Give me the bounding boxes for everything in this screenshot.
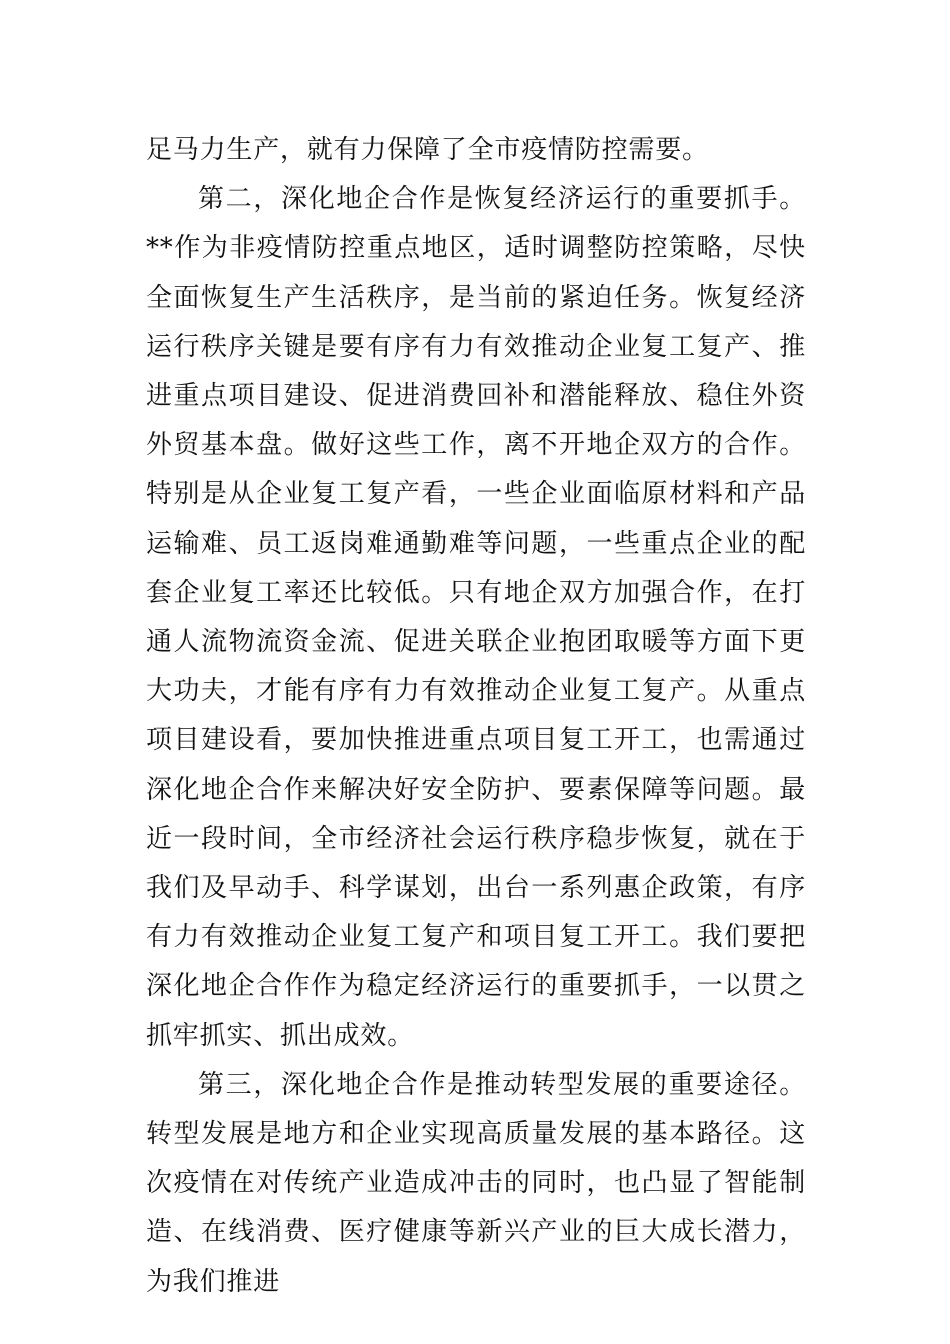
paragraph-second-point: 第二，深化地企合作是恢复经济运行的重要抓手。**作为非疫情防控重点地区，适时调整防控策略，尽快全面恢复生产生活秩序，是当前的紧迫任务。恢复经济运行秩序关键是要有序有力有效推动企业复工复产、推进重点项目建设、促进消费回补和潜能释放、稳住外资外贸基本盘。做好这些工作，离不开地企双方的合作。特别是从企业复工复产看，一些企业面临原材料和产品运输难、员工返岗难通勤难等问题，一些重点企业的配套企业复工率还比较低。只有地企双方加强合作，在打通人流物流资金流、促进关联企业抱团取暖等方面下更大功夫，才能有序有力有效推动企业复工复产。从重点项目建设看，要加快推进重点项目复工开工，也需通过深化地企合作来解决好安全防护、要素保障等问题。最近一段时间，全市经济社会运行秩序稳步恢复，就在于我们及早动手、科学谋划，出台一系列惠企政策，有序有力有效推动企业复工复产和项目复工开工。我们要把深化地企合作作为稳定经济运行的重要抓手，一以贯之抓牢抓实、抓出成效。 — [146, 184, 806, 1051]
paragraph-continuation: 足马力生产，就有力保障了全市疫情防控需要。 — [146, 135, 709, 165]
paragraph-third-point: 第三，深化地企合作是推动转型发展的重要途径。转型发展是地方和企业实现高质量发展的基本路径。这次疫情在对传统产业造成冲击的同时，也凸显了智能制造、在线消费、医疗健康等新兴产业的巨大成长潜力，为我们推进 — [146, 1069, 806, 1297]
body-text — [146, 126, 806, 1307]
